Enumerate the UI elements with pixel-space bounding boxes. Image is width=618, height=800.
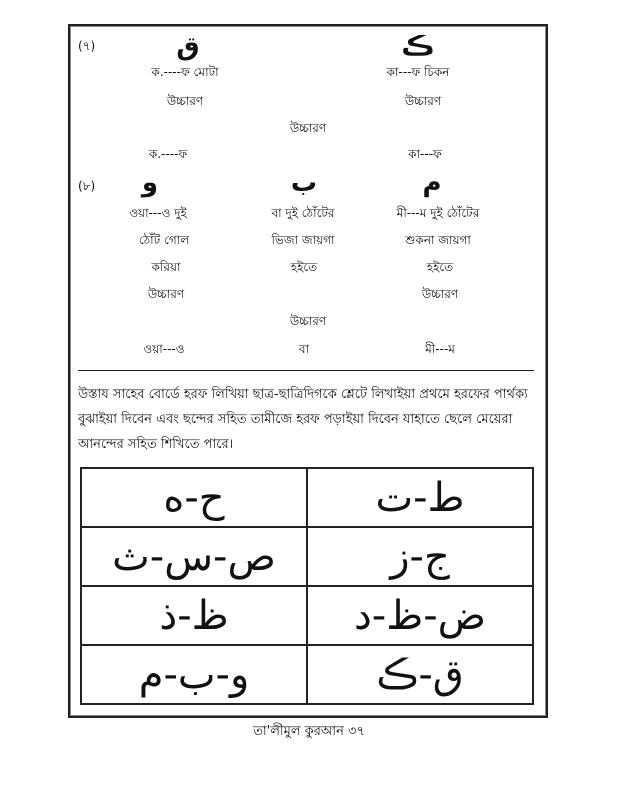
table-cell-right: ض-ظ-د [307,586,533,645]
waw-line-2: ঠোঁট গোল [138,233,190,247]
table-cell-right: ط-ت [307,468,533,527]
mim-line-2: শুকনা জায়গা [405,233,471,247]
section-7-number: (৭) [78,39,96,53]
section-7-pronunciation: উচ্চারণ [289,121,327,135]
kaf-output: কা---ফ [408,147,442,161]
table-cell-right: ج-ز [307,527,533,586]
waw-line-3: করিয়া [151,260,181,274]
letter-ba: ب [290,168,318,198]
section-8-pronunciation: উচ্চারণ [289,314,327,328]
table-cell-left: ظ-ذ [81,586,307,645]
kaf-pronunciation: উচ্চারণ [404,94,442,108]
ba-line-2: ভিজা জায়গা [271,233,335,247]
ba-line-3: হইতে [290,260,318,274]
table-cell-right: ق-ڪ [307,645,533,704]
waw-line-4: উচ্চারণ [147,287,185,301]
letter-qaf: ق [176,32,200,62]
mim-output: মী---ম [425,342,455,356]
instruction-paragraph: উস্তায সাহেব বোর্ডে হরফ লিখিয়া ছাত্র-ছাত্রিদিগকে শ্লেটে লিখাইয়া প্রথমে হরফের পার্থক্য বুঝাইয়া দিবেন এবং ছন্দের সহিত তামীজে হরফ পড়াইয়া দিবেন যাহাতে ছেলে মেয়েরা আনন্দের সহিত শিখিতে পারে। [78,387,528,452]
table-row [81,468,533,527]
mim-line-3: হইতে [426,260,454,274]
mim-line-4: উচ্চারণ [421,287,459,301]
table-cell-left: و-ب-م [81,645,307,704]
ba-line-1: বা দুই ঠোঁটের [271,206,335,220]
kaf-name: কা---ফ চিকন [386,65,450,79]
qaf-output: ক.----ফ [148,147,188,161]
qaf-pronunciation: উচ্চারণ [166,94,204,108]
mim-line-1: মী---ম দুই ঠোঁটের [396,206,480,220]
waw-output: ওয়া---ও [143,342,185,356]
table-cell-left: ح-ه [81,468,307,527]
page-footer: তা'লীমুল কুরআন ৩৭ [253,724,365,739]
divider-line [78,370,534,371]
section-8-number: (৮) [78,179,96,193]
table-row [81,586,533,645]
waw-line-1: ওয়া---ও দুই [129,206,187,220]
letter-mim: م [422,168,442,198]
letter-waw: و [141,168,159,198]
qaf-name: ক.----ফ মোটা [151,65,219,79]
table-row [81,645,533,704]
table-row [81,527,533,586]
letter-practice-table [80,467,534,705]
letter-kaf: ڪ [401,32,435,62]
table-cell-left: ص-س-ث [81,527,307,586]
ba-output: বা [298,342,310,356]
